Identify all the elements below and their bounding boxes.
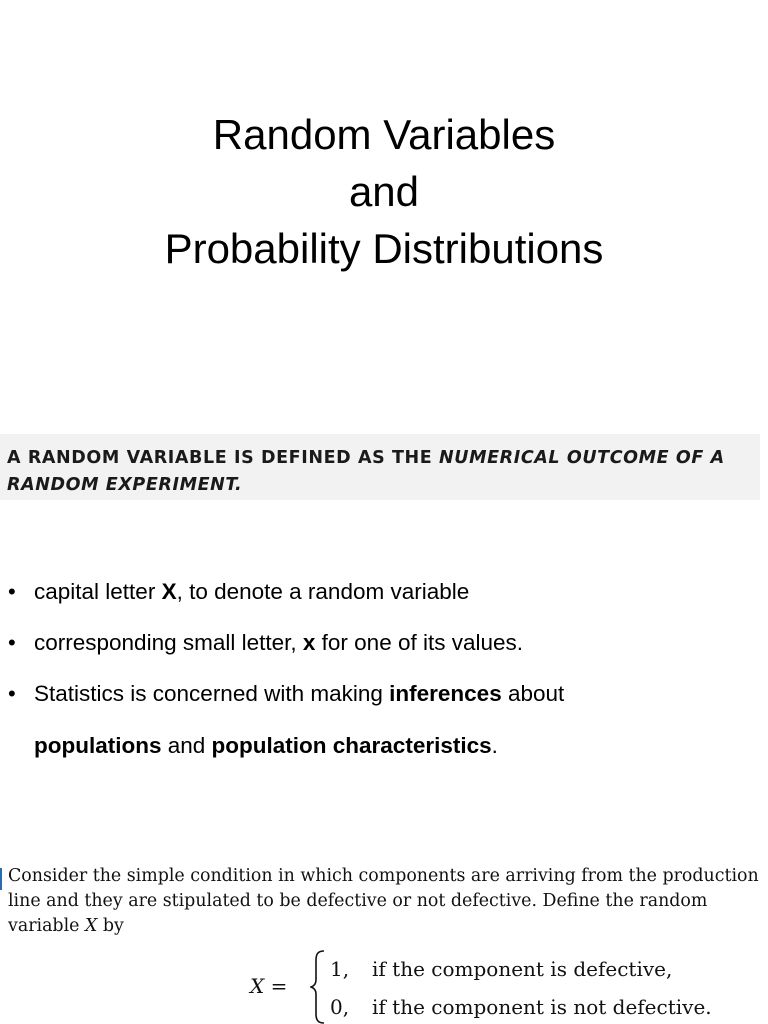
bullet-bold-text: population characteristics [211, 733, 492, 758]
case-value: 0, [330, 995, 350, 1019]
example-variable: X [84, 916, 98, 936]
bullet-dot-icon: • [8, 681, 16, 706]
bullet-text: about [501, 681, 565, 706]
left-brace-icon [310, 950, 326, 1024]
bullet-dot-icon: • [8, 630, 16, 655]
definition-text [7, 445, 752, 499]
bullet-text: and [161, 733, 212, 758]
bullet-text: . [491, 733, 498, 758]
bullet-text: for one of its values. [315, 630, 524, 655]
piecewise-formula [250, 950, 760, 1024]
formula-variable: X [250, 974, 265, 998]
formula-case-2 [330, 995, 712, 1019]
margin-marker [0, 868, 2, 890]
case-condition: if the component is defective, [372, 957, 673, 981]
case-value: 1, [330, 957, 350, 981]
slide-title [0, 106, 768, 277]
bullet-bold-text: inferences [389, 681, 502, 706]
example-text: Consider the simple condition in which components are arriving from the production line and they are stipulated to be defective or not defective. Define the random variable [8, 866, 759, 936]
bullet-bold-text: x [302, 630, 316, 655]
example-text-end: by [97, 916, 124, 936]
bullet-text: capital letter [34, 579, 162, 604]
title-line-3: Probability Distributions [164, 225, 604, 272]
bullet-list [0, 574, 768, 772]
bullet-text: Statistics is concerned with making [34, 681, 390, 706]
bullet-item [0, 574, 768, 625]
bullet-item [0, 668, 768, 772]
bullet-bold-text: X [161, 579, 177, 604]
definition-banner [0, 434, 760, 500]
case-condition: if the component is not defective. [372, 995, 712, 1019]
formula-equals: = [264, 974, 288, 998]
bullet-text: , to denote a random variable [176, 579, 470, 604]
formula-lhs [250, 974, 287, 998]
bullet-bold-text: populations [34, 733, 162, 758]
title-line-2: and [348, 168, 420, 215]
bullet-dot-icon: • [8, 579, 16, 604]
bullet-text: corresponding small letter, [34, 630, 303, 655]
title-line-1: Random Variables [212, 111, 556, 158]
example-paragraph [8, 864, 764, 939]
definition-part-1: A RANDOM VARIABLE IS DEFINED AS THE [7, 448, 440, 468]
definition-emphasis: NUMERICAL OUTCOME OF A RANDOM EXPERIMENT. [7, 448, 725, 495]
formula-case-1 [330, 957, 672, 981]
